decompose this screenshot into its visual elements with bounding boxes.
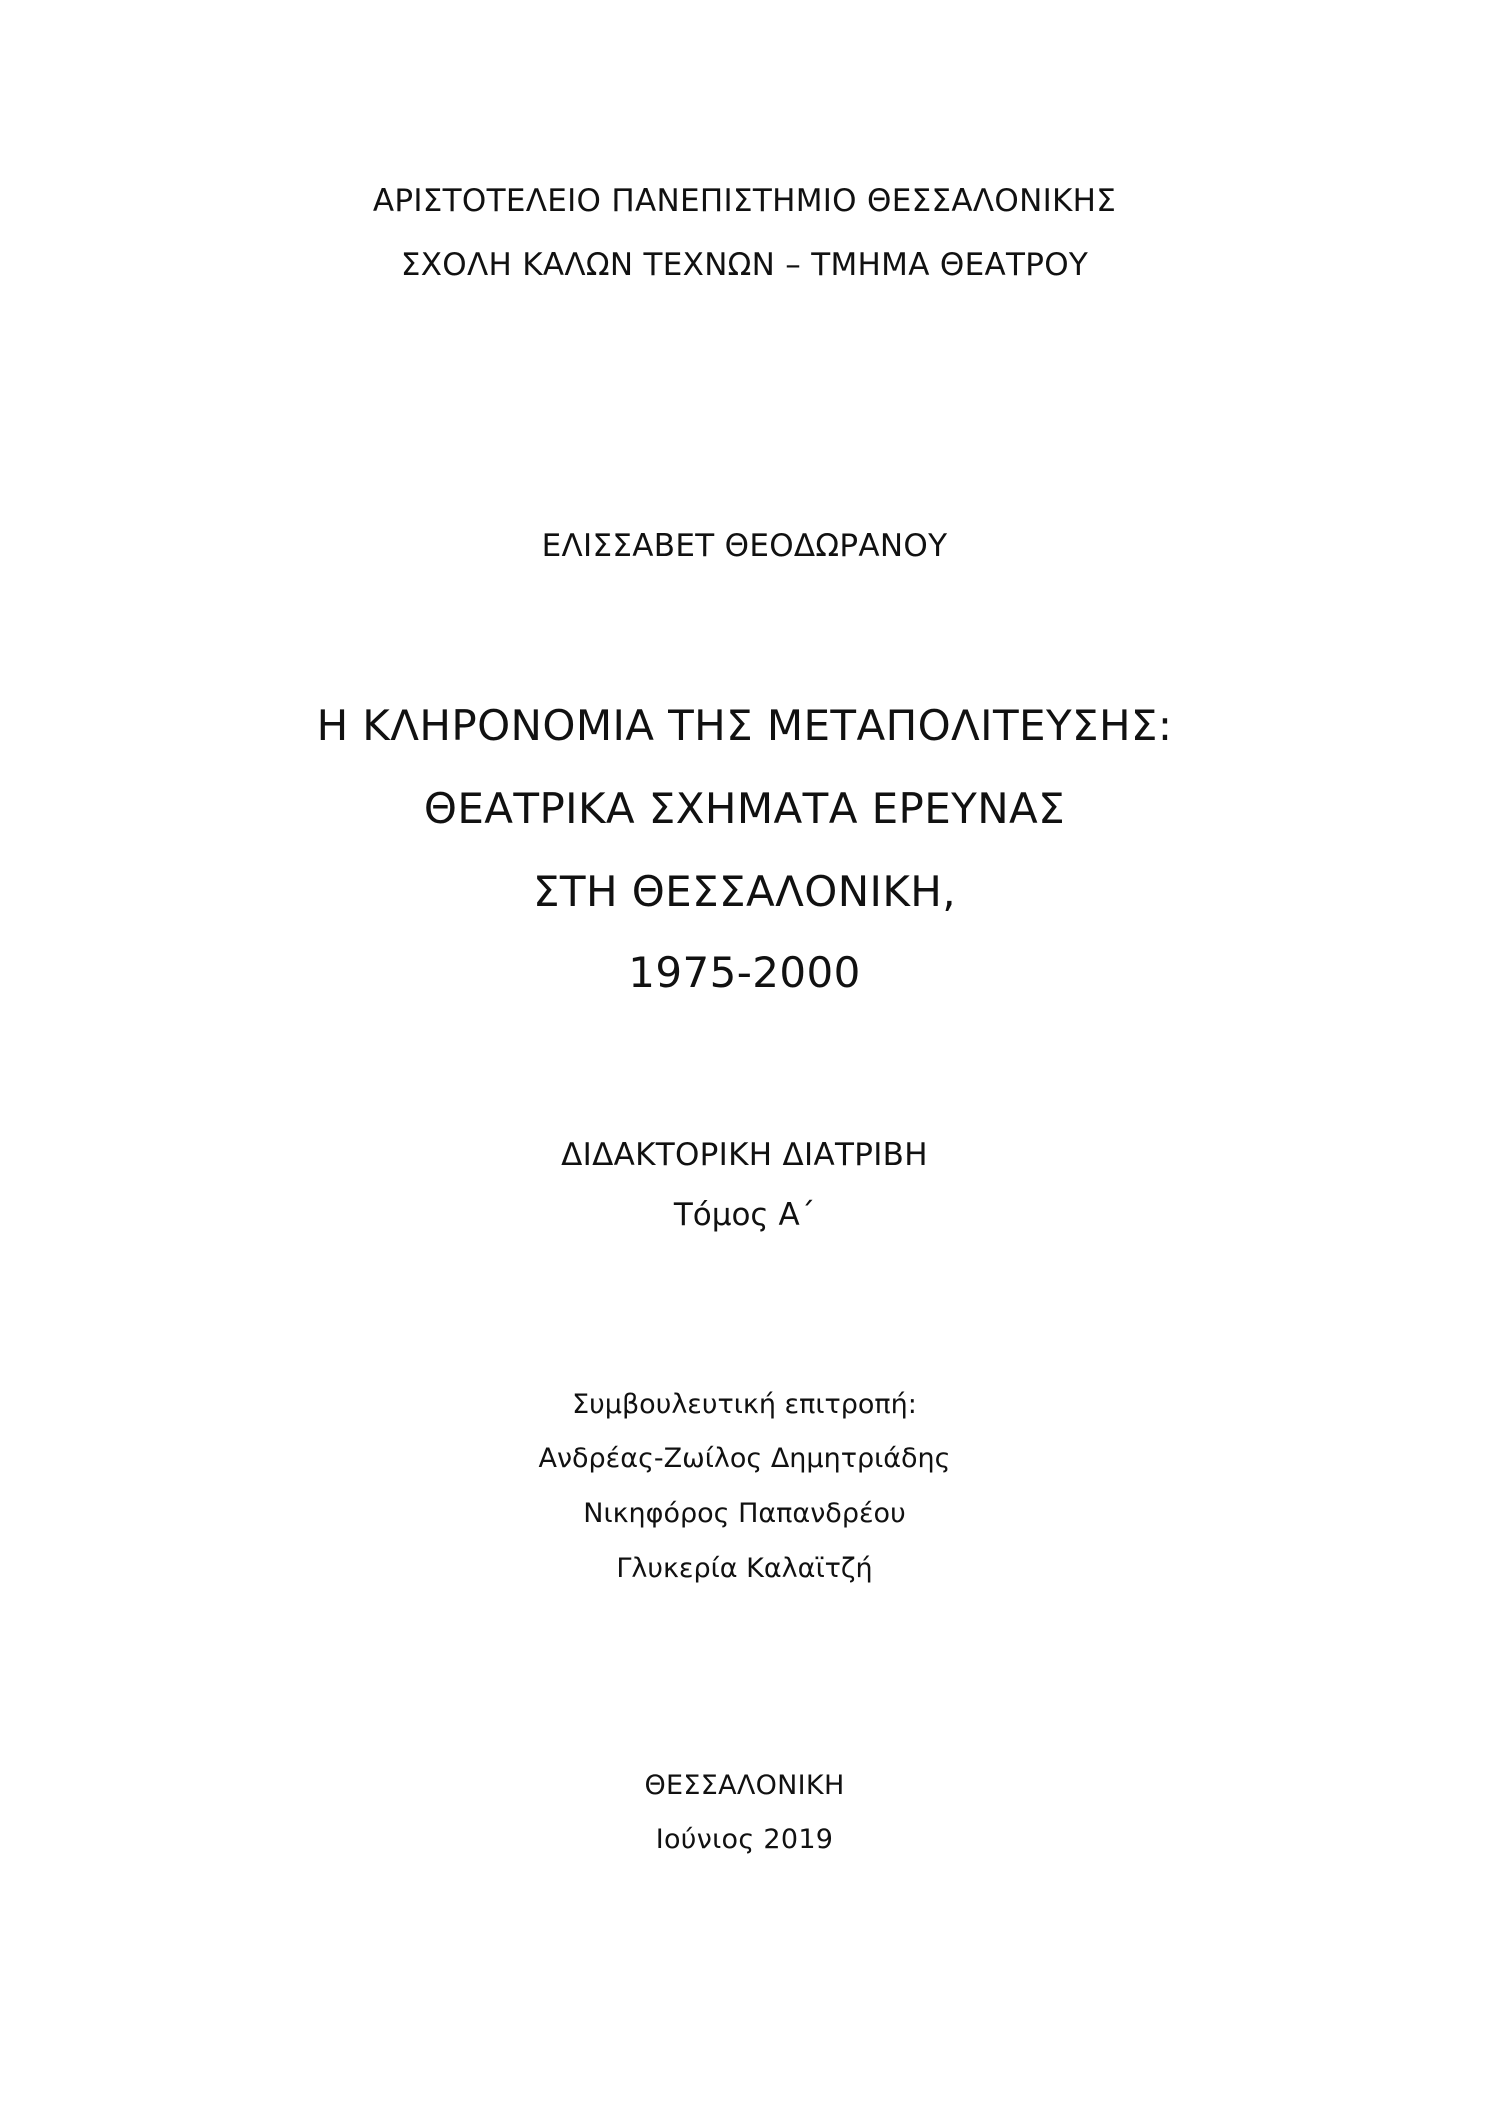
- title-line-4: 1975-2000: [628, 948, 861, 997]
- title-line-1: Η ΚΛΗΡΟΝΟΜΙΑ ΤΗΣ ΜΕΤΑΠΟΛΙΤΕΥΣΗΣ:: [316, 701, 1173, 750]
- committee-member: Γλυκερία Καλαϊτζή: [616, 1553, 873, 1584]
- publication-date: Ιούνιος 2019: [655, 1824, 834, 1855]
- volume-label: Τόμος Α΄: [673, 1197, 816, 1233]
- university-name: ΑΡΙΣΤΟΤΕΛΕΙΟ ΠΑΝΕΠΙΣΤΗΜΙΟ ΘΕΣΣΑΛΟΝΙΚΗΣ: [372, 183, 1117, 219]
- document-type: ΔΙΔΑΚΤΟΡΙΚΗ ΔΙΑΤΡΙΒΗ: [561, 1137, 928, 1173]
- committee-member: Ανδρέας-Ζωίλος Δημητριάδης: [538, 1443, 951, 1474]
- committee-heading: Συμβουλευτική επιτροπή:: [572, 1389, 917, 1420]
- author-name: ΕΛΙΣΣΑΒΕΤ ΘΕΟΔΩΡΑΝΟΥ: [541, 528, 948, 564]
- title-line-2: ΘΕΑΤΡΙΚΑ ΣΧΗΜΑΤΑ ΕΡΕΥΝΑΣ: [423, 784, 1066, 833]
- committee-member: Νικηφόρος Παπανδρέου: [583, 1498, 906, 1529]
- school-department: ΣΧΟΛΗ ΚΑΛΩΝ ΤΕΧΝΩΝ – ΤΜΗΜΑ ΘΕΑΤΡΟΥ: [400, 247, 1089, 283]
- place-of-publication: ΘΕΣΣΑΛΟΝΙΚΗ: [644, 1770, 845, 1801]
- title-line-3: ΣΤΗ ΘΕΣΣΑΛΟΝΙΚΗ,: [533, 867, 956, 916]
